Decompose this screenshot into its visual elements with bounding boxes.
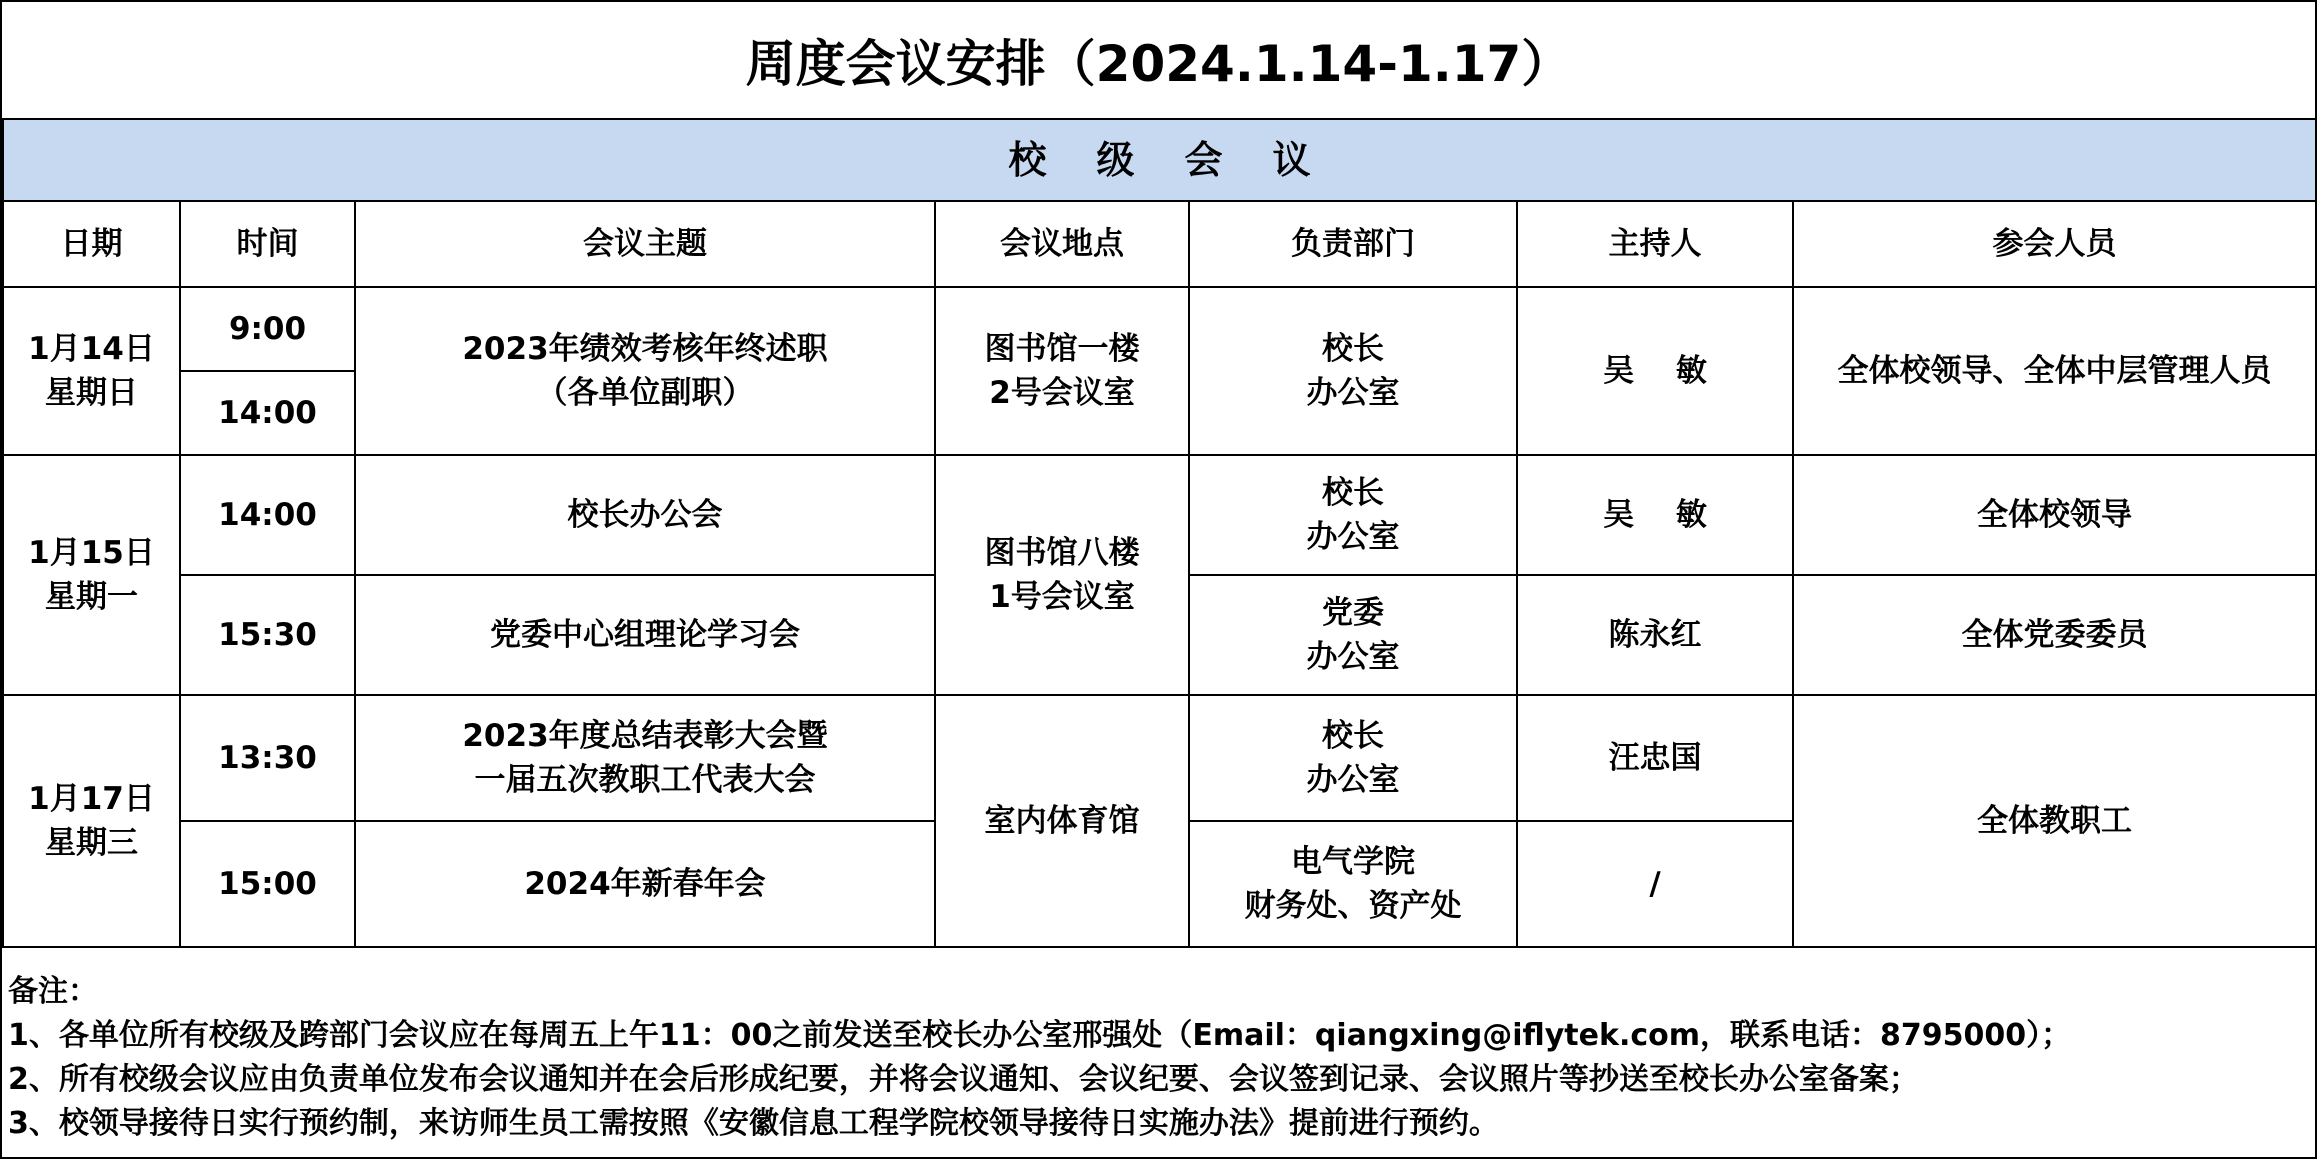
location-cell xyxy=(935,455,1189,695)
date-cell xyxy=(3,455,180,695)
header-time: 时间 xyxy=(180,201,355,287)
department-line: 办公室 xyxy=(1306,762,1400,798)
note-item: 1、各单位所有校级及跨部门会议应在每周五上午11：00之前发送至校长办公室邢强处（Email：qiangxing@iflytek.com，联系电话：8795000）； xyxy=(8,1018,2072,1053)
date-cell xyxy=(3,287,180,455)
page-title: 周度会议安排（2024.1.14-1.17） xyxy=(745,35,1572,93)
location-cell: 室内体育馆 xyxy=(935,695,1189,947)
table-row xyxy=(3,695,2316,821)
topic-line: （各单位副职） xyxy=(536,375,754,411)
department-line: 电气学院 xyxy=(1291,844,1415,880)
table-row xyxy=(3,455,2316,575)
topic-cell: 党委中心组理论学习会 xyxy=(355,575,935,695)
location-line: 1号会议室 xyxy=(989,579,1135,615)
note-item: 3、校领导接待日实行预约制，来访师生员工需按照《安徽信息工程学院校领导接待日实施办法》提前进行预约。 xyxy=(8,1106,1499,1141)
topic-cell xyxy=(355,287,935,455)
attendees-cell: 全体校领导 xyxy=(1793,455,2316,575)
topic-line: 一届五次教职工代表大会 xyxy=(474,762,816,798)
host-cell: 汪忠国 xyxy=(1517,695,1793,821)
weekday-text: 星期一 xyxy=(45,579,138,615)
header-date: 日期 xyxy=(3,201,180,287)
schedule-table xyxy=(2,118,2317,948)
location-line: 图书馆一楼 xyxy=(984,331,1140,367)
header-topic: 会议主题 xyxy=(355,201,935,287)
note-item: 2、所有校级会议应由负责单位发布会议通知并在会后形成纪要，并将会议通知、会议纪要、会议签到记录、会议照片等抄送至校长办公室备案； xyxy=(8,1062,1919,1097)
department-line: 办公室 xyxy=(1306,639,1400,675)
date-cell xyxy=(3,695,180,947)
table-row xyxy=(3,287,2316,371)
time-cell: 9:00 xyxy=(180,287,355,371)
section-row xyxy=(3,119,2316,201)
department-cell xyxy=(1189,455,1517,575)
section-title: 校级会议 xyxy=(3,119,2316,201)
host-cell: 陈永红 xyxy=(1517,575,1793,695)
time-cell: 14:00 xyxy=(180,455,355,575)
date-text: 1月15日 xyxy=(28,535,155,571)
department-line: 校长 xyxy=(1322,718,1384,754)
topic-cell xyxy=(355,695,935,821)
time-cell: 15:30 xyxy=(180,575,355,695)
header-row xyxy=(3,201,2316,287)
header-attendees: 参会人员 xyxy=(1793,201,2316,287)
attendees-cell: 全体党委委员 xyxy=(1793,575,2316,695)
host-cell: / xyxy=(1517,821,1793,947)
topic-line: 2023年绩效考核年终述职 xyxy=(462,331,828,367)
department-line: 党委 xyxy=(1322,595,1384,631)
host-cell: 吴 敏 xyxy=(1517,287,1793,455)
date-text: 1月14日 xyxy=(28,331,155,367)
header-host: 主持人 xyxy=(1517,201,1793,287)
department-line: 办公室 xyxy=(1306,375,1400,411)
department-cell xyxy=(1189,575,1517,695)
time-cell: 15:00 xyxy=(180,821,355,947)
location-cell xyxy=(935,287,1189,455)
department-line: 办公室 xyxy=(1306,519,1400,555)
topic-line: 2023年度总结表彰大会暨 xyxy=(462,718,828,754)
notes-heading: 备注： xyxy=(8,974,98,1009)
time-cell: 13:30 xyxy=(180,695,355,821)
attendees-cell: 全体教职工 xyxy=(1793,695,2316,947)
department-cell xyxy=(1189,287,1517,455)
date-text: 1月17日 xyxy=(28,781,155,817)
location-line: 2号会议室 xyxy=(989,375,1135,411)
host-cell: 吴 敏 xyxy=(1517,455,1793,575)
department-line: 财务处、资产处 xyxy=(1244,888,1462,924)
department-line: 校长 xyxy=(1322,331,1384,367)
weekday-text: 星期日 xyxy=(45,375,138,411)
location-line: 图书馆八楼 xyxy=(984,535,1140,571)
notes-section xyxy=(2,946,2315,1146)
attendees-cell: 全体校领导、全体中层管理人员 xyxy=(1793,287,2316,455)
header-location: 会议地点 xyxy=(935,201,1189,287)
time-cell: 14:00 xyxy=(180,371,355,455)
weekday-text: 星期三 xyxy=(45,825,138,861)
department-cell xyxy=(1189,821,1517,947)
topic-cell: 2024年新春年会 xyxy=(355,821,935,947)
header-department: 负责部门 xyxy=(1189,201,1517,287)
department-cell xyxy=(1189,695,1517,821)
department-line: 校长 xyxy=(1322,475,1384,511)
topic-cell: 校长办公会 xyxy=(355,455,935,575)
